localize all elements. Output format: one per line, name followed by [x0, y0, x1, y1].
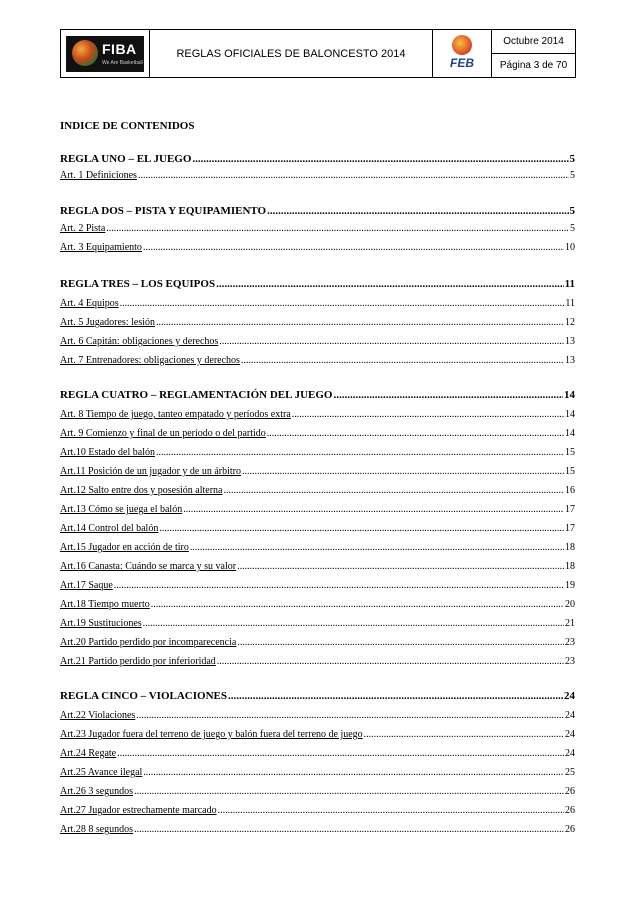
toc-entry-label[interactable]: Art.25 Avance ilegal [60, 767, 143, 778]
header-date: Octubre 2014 [503, 36, 564, 47]
toc-article-entry[interactable] [60, 577, 575, 591]
toc-leader-dots [183, 504, 564, 515]
toc-leader-dots [267, 428, 564, 439]
toc-leader-dots [292, 409, 564, 420]
toc-article-entry[interactable] [60, 406, 575, 420]
toc-article-entry[interactable] [60, 333, 575, 347]
toc-entry-page: 24 [565, 710, 575, 721]
toc-article-entry[interactable] [60, 707, 575, 721]
toc-leader-dots [219, 336, 564, 347]
toc-entry-label[interactable]: Art. 2 Pista [60, 223, 106, 234]
toc-rule-entry[interactable] [60, 203, 575, 217]
toc-entry-page: 5 [570, 170, 575, 181]
toc-entry-page: 24 [565, 748, 575, 759]
toc-entry-page: 19 [565, 580, 575, 591]
toc-entry-page: 17 [565, 504, 575, 515]
toc-article-entry[interactable] [60, 596, 575, 610]
toc-leader-dots [143, 242, 564, 253]
toc-entry-label[interactable]: Art.24 Regate [60, 748, 117, 759]
toc-article-entry[interactable] [60, 634, 575, 648]
toc-entry-label[interactable]: Art.27 Jugador estrechamente marcado [60, 805, 217, 816]
toc-article-entry[interactable] [60, 501, 575, 515]
toc-entry-label[interactable]: Art.13 Cómo se juega el balón [60, 504, 183, 515]
toc-article-entry[interactable] [60, 783, 575, 797]
toc-leader-dots [192, 153, 568, 165]
toc-entry-page: 10 [565, 242, 575, 253]
toc-article-entry[interactable] [60, 764, 575, 778]
toc-leader-dots [267, 205, 568, 217]
toc-article-entry[interactable] [60, 558, 575, 572]
toc-leader-dots [151, 599, 564, 610]
toc-entry-page: 15 [565, 466, 575, 477]
toc-entry-page: 26 [565, 824, 575, 835]
toc-entry-page: 13 [565, 355, 575, 366]
toc-rule-entry[interactable] [60, 688, 575, 702]
header-page-number: Página 3 de 70 [492, 53, 575, 77]
feb-logo-text: FEB [450, 55, 474, 70]
toc-leader-dots [106, 223, 569, 234]
toc-entry-label[interactable]: Art.18 Tiempo muerto [60, 599, 150, 610]
toc-entry-label[interactable]: Art. 7 Entrenadores: obligaciones y derechos [60, 355, 240, 366]
toc-entry-page: 14 [564, 389, 575, 401]
toc-entry-label[interactable]: Art. 1 Definiciones [60, 170, 137, 181]
toc-article-entry[interactable] [60, 745, 575, 759]
toc-rule-entry[interactable] [60, 387, 575, 401]
toc-entry-label[interactable]: REGLA DOS – PISTA Y EQUIPAMIENTO [60, 205, 267, 217]
toc-entry-page: 12 [565, 317, 575, 328]
toc-article-entry[interactable] [60, 239, 575, 253]
toc-leader-dots [114, 580, 564, 591]
toc-entry-label[interactable]: Art.19 Sustituciones [60, 618, 142, 629]
toc-leader-dots [143, 767, 564, 778]
toc-article-entry[interactable] [60, 653, 575, 667]
toc-leader-dots [364, 729, 564, 740]
toc-entry-label[interactable]: Art.26 3 segundos [60, 786, 134, 797]
toc-article-entry[interactable] [60, 167, 575, 181]
toc-leader-dots [138, 170, 569, 181]
toc-entry-page: 18 [565, 561, 575, 572]
toc-leader-dots [143, 618, 564, 629]
toc-leader-dots [237, 637, 564, 648]
toc-entry-page: 15 [565, 447, 575, 458]
toc-entry-label[interactable]: REGLA TRES – LOS EQUIPOS [60, 278, 216, 290]
toc-entry-page: 11 [564, 278, 575, 290]
toc-entry-label[interactable]: Art.14 Control del balón [60, 523, 159, 534]
toc-entry-label[interactable]: REGLA CUATRO – REGLAMENTACIÓN DEL JUEGO [60, 389, 333, 401]
toc-leader-dots [190, 542, 564, 553]
toc-entry-label[interactable]: REGLA CINCO – VIOLACIONES [60, 690, 227, 702]
toc-rule-entry[interactable] [60, 151, 575, 165]
toc-entry-label[interactable]: Art.15 Jugador en acción de tiro [60, 542, 189, 553]
toc-article-entry[interactable] [60, 520, 575, 534]
toc-entry-label[interactable]: Art.12 Salto entre dos y posesión alterna [60, 485, 223, 496]
toc-entry-page: 14 [565, 428, 575, 439]
toc-entry-page: 5 [570, 223, 575, 234]
toc-article-entry[interactable] [60, 295, 575, 309]
toc-entry-label[interactable]: Art. 4 Equipos [60, 298, 119, 309]
toc-leader-dots [228, 690, 563, 702]
toc-leader-dots [136, 710, 564, 721]
toc-leader-dots [216, 278, 564, 290]
toc-entry-page: 23 [565, 637, 575, 648]
toc-leader-dots [241, 355, 564, 366]
toc-leader-dots [156, 317, 564, 328]
toc-leader-dots [242, 466, 564, 477]
toc-leader-dots [117, 748, 564, 759]
toc-entry-label[interactable]: Art.16 Canasta: Cuándo se marca y su valor [60, 561, 237, 572]
toc-entry-page: 18 [565, 542, 575, 553]
toc-entry-page: 16 [565, 485, 575, 496]
toc-entry-page: 24 [565, 729, 575, 740]
toc-entry-page: 26 [565, 805, 575, 816]
toc-entry-label[interactable]: Art. 5 Jugadores: lesión [60, 317, 155, 328]
toc-entry-label[interactable]: Art.10 Estado del balón [60, 447, 155, 458]
toc-entry-page: 23 [565, 656, 575, 667]
toc-entry-page: 24 [564, 690, 575, 702]
toc-leader-dots [218, 805, 564, 816]
toc-leader-dots [334, 389, 564, 401]
toc-article-entry[interactable] [60, 726, 575, 740]
document-title: REGLAS OFICIALES DE BALONCESTO 2014 [150, 30, 433, 78]
fiba-logo-cell [61, 30, 150, 78]
fiba-logo-text: FIBA [102, 40, 137, 57]
toc-entry-label[interactable]: Art.28 8 segundos [60, 824, 134, 835]
toc-article-entry[interactable] [60, 314, 575, 328]
toc-entry-label[interactable]: Art. 6 Capitán: obligaciones y derechos [60, 336, 219, 347]
toc-leader-dots [134, 824, 564, 835]
toc-article-entry[interactable] [60, 425, 575, 439]
toc-entry-label[interactable]: Art.22 Violaciones [60, 710, 136, 721]
toc-entry-page: 11 [565, 298, 575, 309]
toc-rule-entry[interactable] [60, 276, 575, 290]
toc-article-entry[interactable] [60, 482, 575, 496]
toc-leader-dots [120, 298, 565, 309]
toc-entry-page: 21 [565, 618, 575, 629]
toc-article-entry[interactable] [60, 463, 575, 477]
toc-leader-dots [134, 786, 564, 797]
toc-leader-dots [237, 561, 564, 572]
page-header [60, 29, 576, 78]
toc-entry-label[interactable]: REGLA UNO – EL JUEGO [60, 153, 192, 165]
toc-entry-page: 14 [565, 409, 575, 420]
feb-logo-cell [433, 30, 492, 78]
toc-entry-page: 26 [565, 786, 575, 797]
basketball-globe-icon [72, 40, 98, 66]
toc-entry-page: 20 [565, 599, 575, 610]
toc-leader-dots [156, 447, 564, 458]
basketball-icon [452, 35, 472, 55]
toc-entry-page: 5 [569, 153, 575, 165]
toc-entry-label[interactable]: Art.21 Partido perdido por inferioridad [60, 656, 216, 667]
toc-leader-dots [159, 523, 564, 534]
toc-article-entry[interactable] [60, 444, 575, 458]
toc-title: INDICE DE CONTENIDOS [60, 120, 195, 132]
toc-entry-label[interactable]: Art.11 Posición de un jugador y de un árbitro [60, 466, 241, 477]
fiba-logo [66, 36, 144, 72]
toc-article-entry[interactable] [60, 220, 575, 234]
toc-entry-page: 13 [565, 336, 575, 347]
toc-entry-page: 17 [565, 523, 575, 534]
toc-entry-page: 25 [565, 767, 575, 778]
toc-article-entry[interactable] [60, 352, 575, 366]
toc-entry-label[interactable]: Art.17 Saque [60, 580, 113, 591]
toc-article-entry[interactable] [60, 802, 575, 816]
feb-logo [444, 35, 480, 73]
toc-entry-label[interactable]: Art. 9 Comienzo y final de un período o del partido [60, 428, 266, 439]
toc-leader-dots [217, 656, 564, 667]
header-info [492, 30, 576, 78]
toc-entry-label[interactable]: Art. 8 Tiempo de juego, tanteo empatado y períodos extra [60, 409, 291, 420]
toc-leader-dots [223, 485, 564, 496]
toc-entry-label[interactable]: Art. 3 Equipamiento [60, 242, 142, 253]
toc-entry-label[interactable]: Art.20 Partido perdido por incomparecencia [60, 637, 237, 648]
toc-article-entry[interactable] [60, 615, 575, 629]
toc-article-entry[interactable] [60, 539, 575, 553]
toc-article-entry[interactable] [60, 821, 575, 835]
fiba-logo-subtext: We Are Basketball [102, 59, 143, 66]
toc-entry-page: 5 [569, 205, 575, 217]
toc-entry-label[interactable]: Art.23 Jugador fuera del terreno de juego y balón fuera del terreno de juego [60, 729, 363, 740]
